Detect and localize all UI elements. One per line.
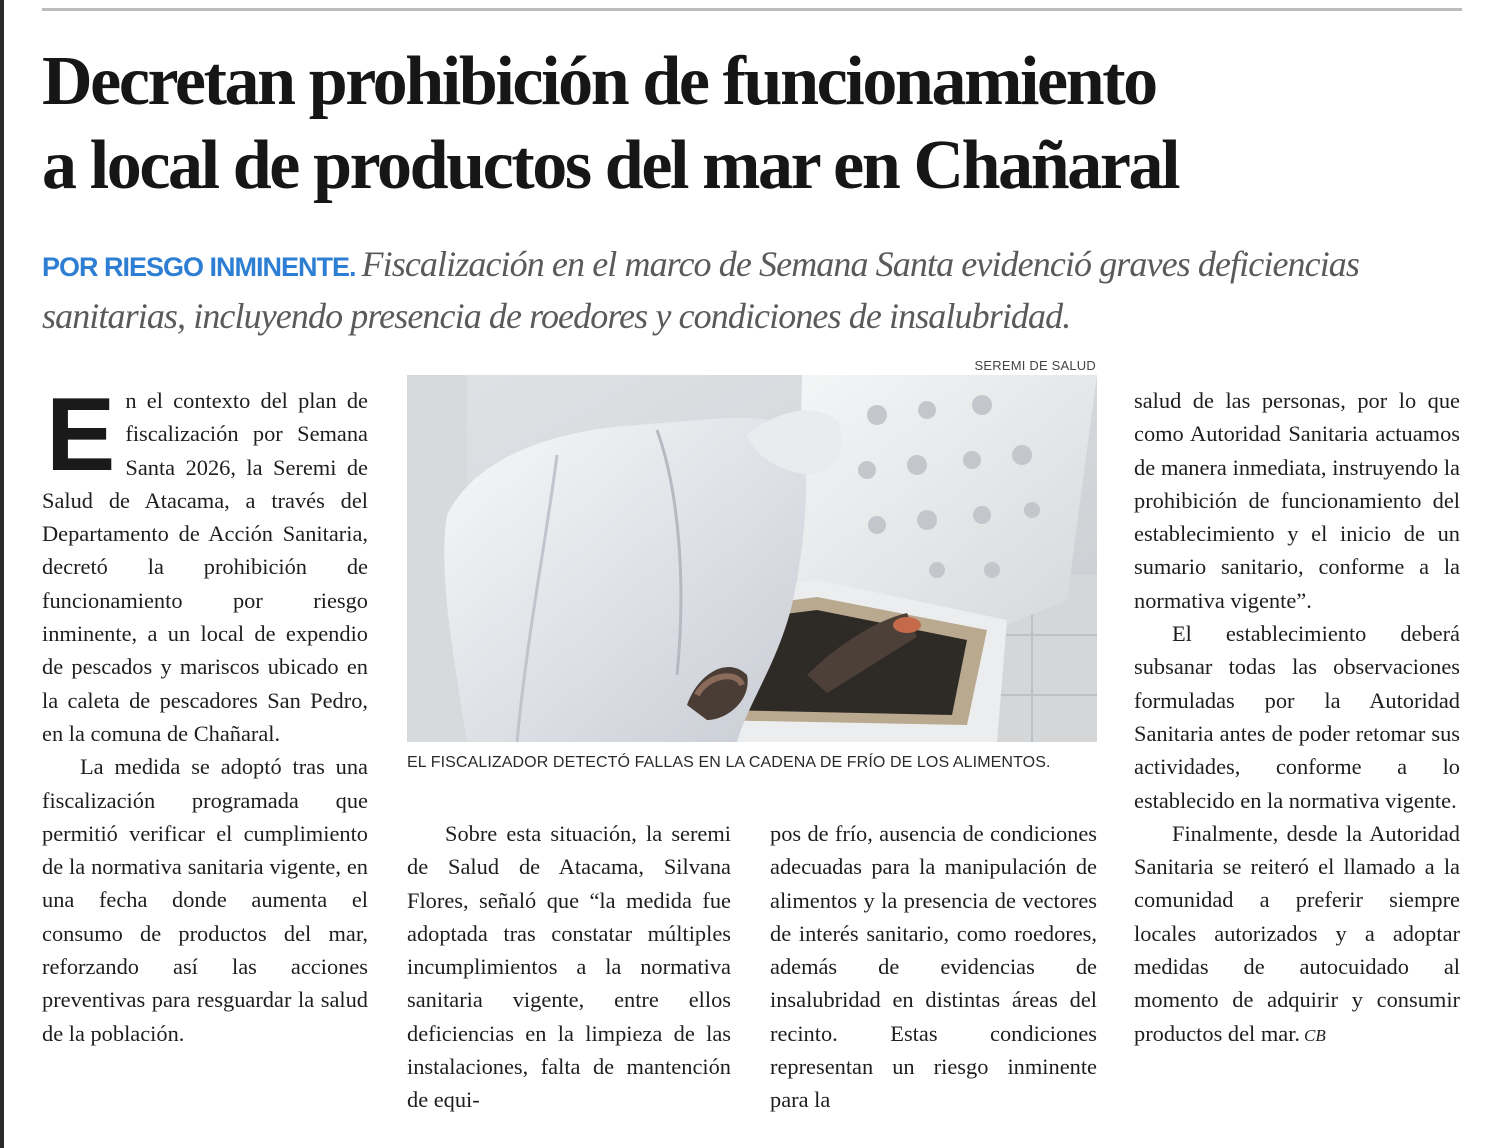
paragraph	[1134, 817, 1460, 1052]
column-1	[42, 377, 368, 1050]
headline-line-1: Decretan prohibición de funcionamiento	[42, 43, 1156, 120]
paragraph: El establecimiento deberá subsanar todas las observaciones formuladas por la Autoridad Sanitaria antes de poder retomar sus actividades, conforme a lo establecido en la normativa vigente.	[1134, 621, 1460, 813]
paragraph-text: n el contexto del plan de fiscalización por Semana Santa 2026, la Seremi de Salud de Atacama, a través del Departamento de Acción Sanitaria, decretó la prohibición de funcionamiento por riesgo inminente, a un local de expendio de pescados y mariscos ubicado en la caleta de pescadores San Pedro, en la comuna de Chañaral.	[42, 388, 368, 746]
column-3	[770, 817, 1097, 1117]
paragraph	[42, 377, 368, 750]
headline-line-2: a local de productos del mar en Chañaral	[42, 127, 1179, 204]
paragraph-text: Finalmente, desde la Autoridad Sanitaria se reiteró el llamado a la comunidad a preferir siempre locales autorizados y a adoptar medidas de autocuidado al momento de adquirir y consumir productos del mar.	[1134, 820, 1460, 1046]
paragraph: pos de frío, ausencia de condiciones adecuadas para la manipulación de alimentos y la presencia de vectores de interés sanitario, como roedores, además de evidencias de insalubridad en distintas áreas del recinto. Estas condiciones representan un riesgo inminente para la	[770, 821, 1097, 1113]
headline	[42, 40, 1482, 208]
paragraph: salud de las personas, por lo que como Autoridad Sanitaria actuamos de manera inmediata, instruyendo la prohibición de funcionamiento del establecimiento y el inicio de un sumario sanitario, conforme a la normativa vigente”.	[1134, 388, 1460, 613]
column-4	[1134, 384, 1460, 1052]
article-photo	[407, 375, 1097, 742]
photo-illustration	[407, 375, 1097, 742]
deck-text: Fiscalización en el marco de Semana Santa evidenció graves deficiencias sanitarias, incluyendo presencia de roedores y condiciones de insalubridad.	[42, 244, 1360, 336]
end-mark: CB	[1304, 1025, 1326, 1045]
dropcap: E	[46, 377, 116, 493]
photo-credit: SEREMI DE SALUD	[974, 358, 1096, 373]
top-rule	[42, 8, 1462, 11]
paragraph: La medida se adoptó tras una fiscalización programada que permitió verificar el cumplimiento de la normativa sanitaria vigente, en una fecha donde aumenta el consumo de productos del mar, reforzando así las acciones preventivas para resguardar la salud de la población.	[42, 754, 368, 1046]
column-2	[407, 817, 731, 1117]
photo-caption: EL FISCALIZADOR DETECTÓ FALLAS EN LA CADENA DE FRÍO DE LOS ALIMENTOS.	[407, 754, 1051, 771]
inspector-coat	[444, 418, 806, 742]
page-edge-bar	[0, 0, 4, 1148]
kicker: POR RIESGO INMINENTE.	[42, 252, 356, 282]
deck	[42, 240, 1472, 341]
paragraph: Sobre esta situación, la seremi de Salud de Atacama, Silvana Flores, señaló que “la medida fue adoptada tras constatar múltiples incumplimientos a la normativa sanitaria vigente, entre ellos deficiencias en la limpieza de las instalaciones, falta de mantención de equi-	[407, 821, 731, 1113]
